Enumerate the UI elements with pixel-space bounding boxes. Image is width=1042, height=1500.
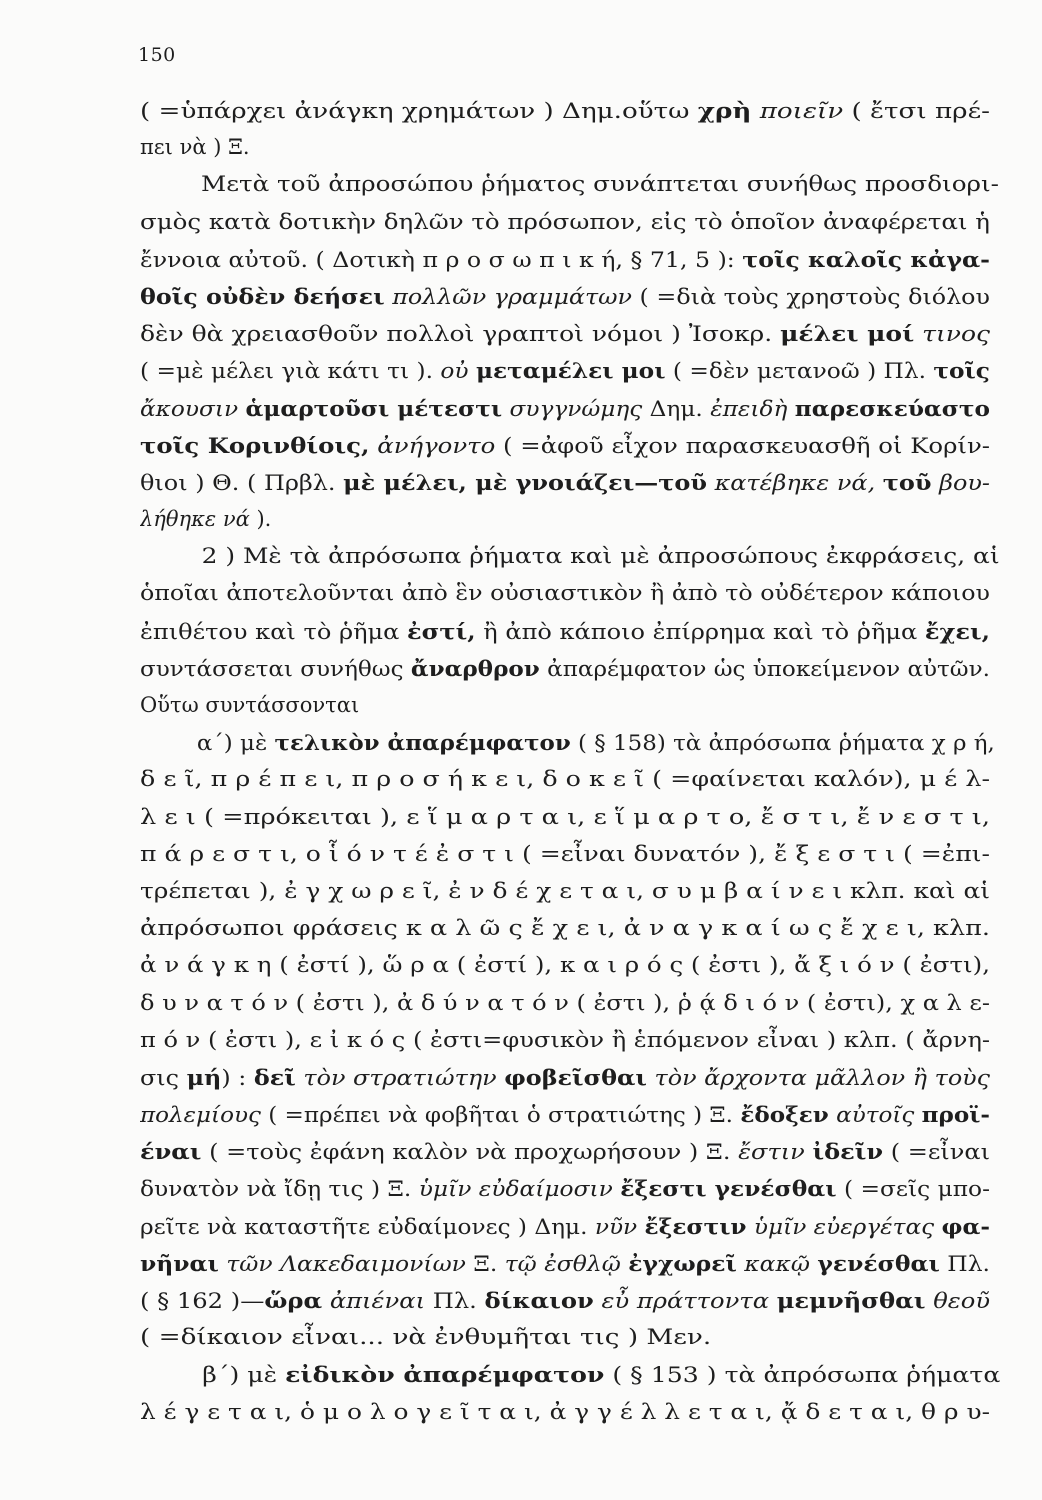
text-line: δὲν θὰ χρειασθοῦν πολλοὶ γραπτοὶ νόμοι ) Ἰσοκρ. μέλει μοί τινος: [140, 321, 991, 347]
text-line: θοῖς οὐδὲν δεήσει πολλῶν γραμμάτων ( =διὰ τοὺς χρηστοὺς διόλου: [140, 283, 990, 309]
text-line: ἔννοια αὐτοῦ. ( Δοτικὴ π ρ ο σ ω π ι κ ή, § 71, 5 ): τοῖς καλοῖς κἀγα-: [140, 246, 991, 272]
text-line: λ ε ι ( =πρόκειται ), ε ἵ μ α ρ τ α ι, ε ἵ μ α ρ τ ο, ἔ σ τ ι, ἔ ν ε σ τ ι,: [140, 804, 990, 829]
text-line: δ ε ῖ, π ρ έ π ε ι, π ρ ο σ ή κ ε ι, δ ο κ ε ῖ ( =φαίνεται καλόν), μ έ λ-: [140, 767, 991, 792]
text-line: Μετὰ τοῦ ἀπροσώπου ῥήματος συνάπτεται συνήθως προσδιορι-: [200, 172, 999, 197]
text-line: τρέπεται ), ἐ γ χ ω ρ ε ῖ, ἐ ν δ έ χ ε τ α ι, σ υ μ β α ί ν ε ι κλπ. καὶ αἱ: [140, 878, 991, 903]
text-line: 2 ) Μὲ τὰ ἀπρόσωπα ῥήματα καὶ μὲ ἀπροσώπους ἐκφράσεις, αἱ: [201, 544, 1000, 569]
text-line: ( =ὑπάρχει ἀνάγκη χρημάτων ) Δημ.οὕτω χρὴ ποιεῖν ( ἔτσι πρέ-: [140, 98, 990, 123]
text-line: α΄) μὲ τελικὸν ἀπαρέμφατον ( § 158) τὰ ἀπρόσωπα ῥήματα χ ρ ή,: [196, 730, 995, 756]
text-line: λ έ γ ε τ α ι, ὁ μ ο λ ο γ ε ῖ τ α ι, ἀ γ γ έ λ λ ε τ α ι, ᾄ δ ε τ α ι, θ ρ υ-: [140, 1399, 990, 1424]
body-text: [140, 92, 1001, 1431]
text-line: πολεμίους ( =πρέπει νὰ φοβῆται ὁ στρατιώτης ) Ξ. ἔδοξεν αὐτοῖς προϊ-: [140, 1102, 991, 1128]
page-number: 150: [138, 44, 176, 66]
text-line: νῆναι τῶν Λακεδαιμονίων Ξ. τῷ ἐσθλῷ ἐγχωρεῖ κακῷ γενέσθαι Πλ.: [140, 1250, 990, 1276]
text-line: έναι ( =τοὺς ἐφάνη καλὸν νὰ προχωρήσουν ) Ξ. ἔστιν ἰδεῖν ( =εἶναι: [140, 1139, 991, 1165]
text-line: τοῖς Κορινθίοις, ἀνήγοντο ( =ἀφοῦ εἶχον παρασκευασθῆ οἱ Κορίν-: [140, 432, 990, 458]
text-line: ἀπρόσωποι φράσεις κ α λ ῶ ς ἔ χ ε ι, ἀ ν α γ κ α ί ω ς ἔ χ ε ι, κλπ.: [140, 916, 991, 941]
text-line: π ό ν ( ἐστι ), ε ἰ κ ό ς ( ἐστι=φυσικὸν ἢ ἑπόμενον εἶναι ) κλπ. ( ἄρνη-: [140, 1027, 991, 1052]
text-line: σμὸς κατὰ δοτικὴν δηλῶν τὸ πρόσωπον, εἰς τὸ ὁποῖον ἀναφέρεται ἡ: [140, 209, 990, 234]
text-line: λήθηκε νά ).: [140, 507, 272, 532]
text-line: β΄) μὲ εἰδικὸν ἀπαρέμφατον ( § 153 ) τὰ ἀπρόσωπα ῥήματα: [202, 1362, 1001, 1388]
text-line: ὁποῖαι ἀποτελοῦνται ἀπὸ ἓν οὐσιαστικὸν ἢ ἀπὸ τὸ οὐδέτερον κάποιου: [140, 581, 990, 606]
text-line: ( § 162 )—ὥρα ἀπιέναι Πλ. δίκαιον εὖ πράττοντα μεμνῆσθαι θεοῦ: [140, 1288, 991, 1313]
text-line: δ υ ν α τ ό ν ( ἐστι ), ἀ δ ύ ν α τ ό ν ( ἐστι ), ῥ ᾴ δ ι ό ν ( ἐστι), χ α λ ε-: [140, 990, 990, 1015]
text-line: ( =μὲ μέλει γιὰ κάτι τι ). οὐ μεταμέλει μοι ( =δὲν μετανοῶ ) Πλ. τοῖς: [140, 358, 990, 384]
text-line: π ά ρ ε σ τ ι, ο ἷ ό ν τ έ ἐ σ τ ι ( =εἶναι δυνατόν ), ἔ ξ ε σ τ ι ( =ἐπι-: [140, 841, 991, 866]
text-line: ἄκουσιν ἁμαρτοῦσι μέτεστι συγγνώμης Δημ. ἐπειδὴ παρεσκεύαστο: [140, 395, 991, 421]
text-line: σις μή) : δεῖ τὸν στρατιώτην φοβεῖσθαι τὸν ἄρχοντα μᾶλλον ἢ τοὺς: [140, 1064, 991, 1090]
text-line: ( =δίκαιον εἶναι... νὰ ἐνθυμῆται τις ) Μεν.: [140, 1325, 712, 1350]
text-line: θιοι ) Θ. ( Πρβλ. μὲ μέλει, μὲ γνοιάζει—τοῦ κατέβηκε νά, τοῦ βου-: [140, 469, 991, 495]
text-line: συντάσσεται συνήθως ἄναρθρον ἀπαρέμφατον ὡς ὑποκείμενον αὐτῶν.: [140, 655, 990, 681]
text-line: Οὕτω συντάσσονται: [140, 693, 360, 717]
text-line: ἀ ν ά γ κ η ( ἐστί ), ὥ ρ α ( ἐστί ), κ α ι ρ ό ς ( ἐστι ), ἄ ξ ι ό ν ( ἐστι),: [140, 953, 990, 978]
text-line: ἐπιθέτου καὶ τὸ ῥῆμα ἐστί, ἢ ἀπὸ κάποιο ἐπίρρημα καὶ τὸ ῥῆμα ἔχει,: [140, 618, 990, 644]
text-line: πει νὰ ) Ξ.: [140, 135, 250, 160]
text-line: δυνατὸν νὰ ἴδῃ τις ) Ξ. ὑμῖν εὐδαίμοσιν ἔξεστι γενέσθαι ( =σεῖς μπο-: [140, 1176, 990, 1202]
text-line: ρεῖτε νὰ καταστῆτε εὐδαίμονες ) Δημ. νῦν ἔξεστιν ὑμῖν εὐεργέτας φα-: [140, 1213, 990, 1239]
